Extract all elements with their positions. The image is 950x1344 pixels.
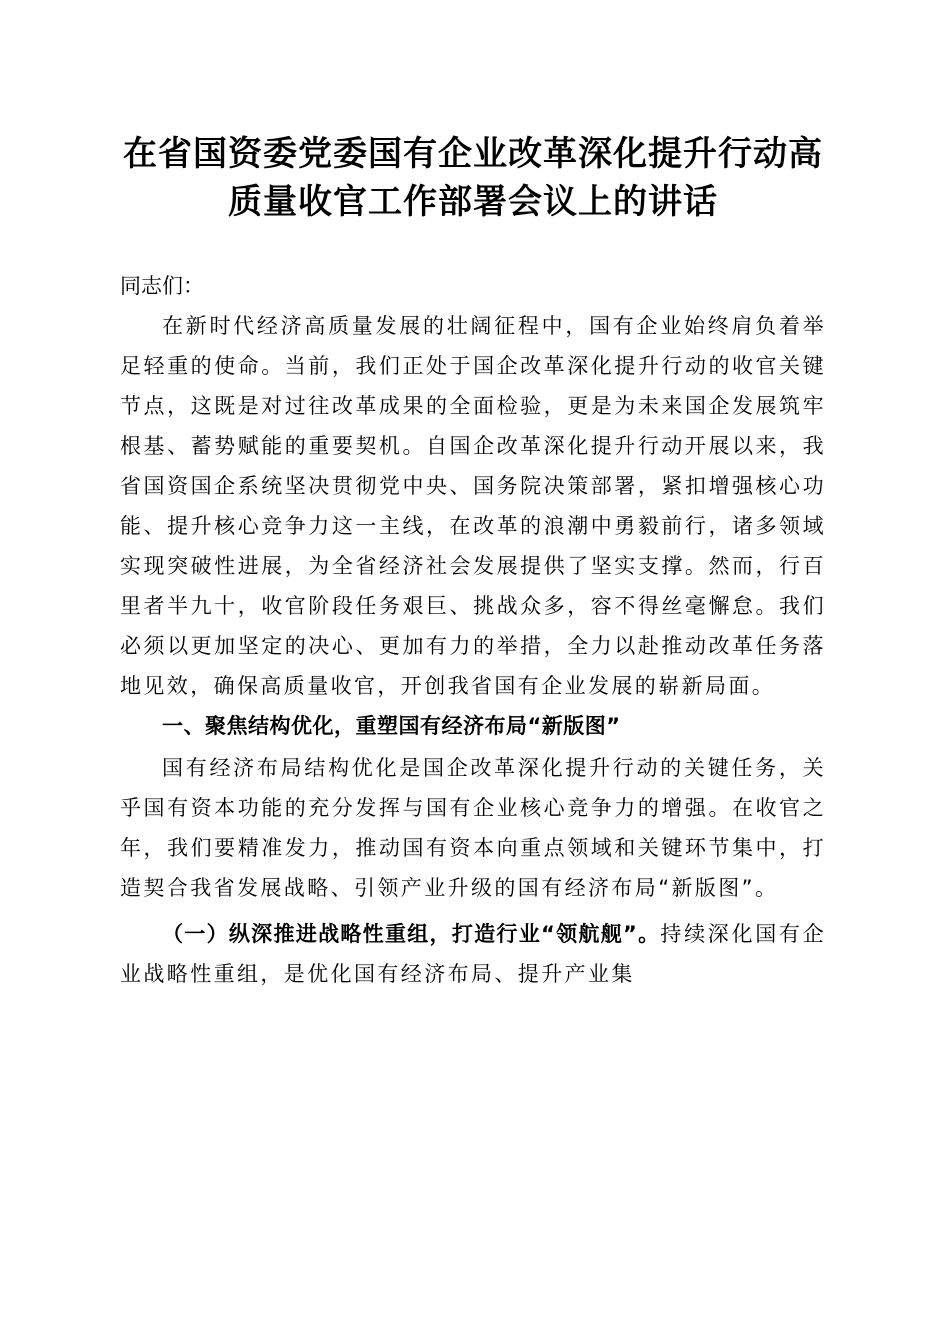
- salutation: 同志们：: [120, 274, 204, 298]
- title-line-2: 质量收官工作部署会议上的讲话: [228, 182, 718, 222]
- document-title: [120, 130, 826, 226]
- section-1-paragraph: 国有经济布局结构优化是国企改革深化提升行动的关键任务，关乎国有资本功能的充分发挥与国有企业核心竞争力的增强。在收官之年，我们要精准发力，推动国有资本向重点领域和关键环节集中，打造契合我省发展战略、引领产业升级的国有经济布局“新版图”。: [120, 756, 826, 900]
- document-page: [120, 130, 826, 994]
- title-line-1: 在省国资委党委国有企业改革深化提升行动高: [123, 134, 823, 174]
- subsection-1-paragraph: [120, 914, 826, 994]
- subsection-1-heading: （一）纵深推进战略性重组，打造行业“领航舰”。: [162, 922, 661, 946]
- section-1-heading: 一、聚焦结构优化，重塑国有经济布局“新版图”: [162, 714, 621, 738]
- subsection-1-text: 持续深化国有企业战略性重组，是优化国有经济布局、提升产业集: [120, 922, 826, 986]
- intro-paragraph: 在新时代经济高质量发展的壮阔征程中，国有企业始终肩负着举足轻重的使命。当前，我们正处于国企改革深化提升行动的收官关键节点，这既是对过往改革成果的全面检验，更是为未来国企发展筑牢根基、蓄势赋能的重要契机。自国企改革深化提升行动开展以来，我省国资国企系统坚决贯彻党中央、国务院决策部署，紧扣增强核心功能、提升核心竞争力这一主线，在改革的浪潮中勇毅前行，诸多领域实现突破性进展，为全省经济社会发展提供了坚实支撑。然而，行百里者半九十，收官阶段任务艰巨、挑战众多，容不得丝毫懈怠。我们必须以更加坚定的决心、更加有力的举措，全力以赴推动改革任务落地见效，确保高质量收官，开创我省国有企业发展的崭新局面。: [120, 314, 826, 698]
